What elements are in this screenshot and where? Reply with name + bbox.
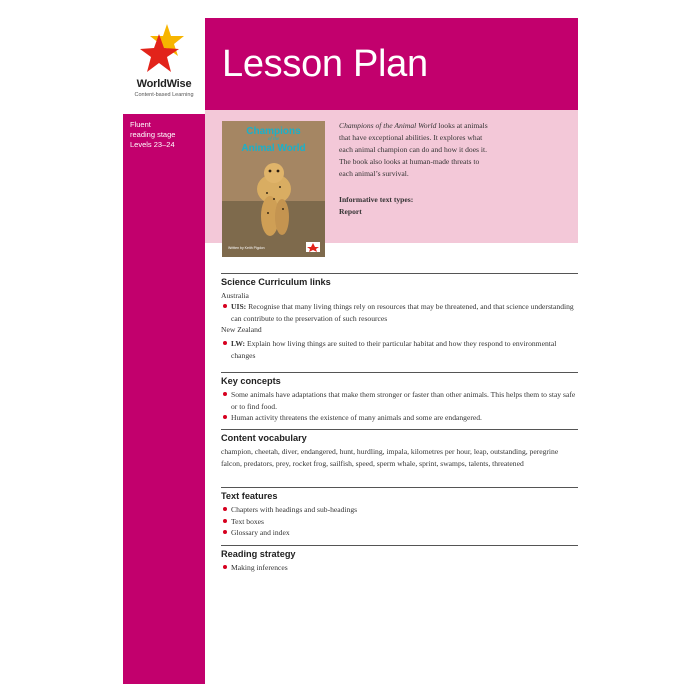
- bullet-icon: [223, 415, 227, 419]
- bullet-list: [221, 389, 578, 424]
- bullet-list: [221, 504, 578, 539]
- list-item-text: Glossary and index: [231, 528, 290, 537]
- region-label: New Zealand: [221, 325, 262, 334]
- section-heading: Key concepts: [221, 376, 281, 386]
- section-science-links: [221, 273, 578, 361]
- list-item-text: Making inferences: [231, 563, 288, 572]
- intro-book-title: Champions of the Animal World: [339, 121, 437, 130]
- cover-title-line-1: Champions: [246, 126, 301, 137]
- text-types-value: Report: [339, 207, 362, 216]
- section-content-vocabulary: [221, 429, 578, 470]
- bullet-icon: [223, 341, 227, 345]
- star-logo-icon: [137, 22, 191, 78]
- list-item: [221, 338, 578, 361]
- list-item-text: Some animals have adaptations that make them stronger or faster than other animals. This helps them to stay safe or to find food.: [231, 390, 576, 411]
- bullet-icon: [223, 530, 227, 534]
- text-types-label: Informative text types:: [339, 195, 414, 204]
- list-item-text: Human activity threatens the existence of many animals and some are endangered.: [231, 413, 482, 422]
- region-label: Australia: [221, 291, 249, 300]
- brand-tagline: Content-based Learning: [134, 92, 194, 98]
- list-item: [221, 527, 578, 539]
- intro-description: [339, 120, 489, 180]
- list-item: [221, 412, 578, 424]
- section-heading: Reading strategy: [221, 549, 296, 559]
- cover-title-of: of the: [267, 137, 280, 142]
- sidebar: [123, 114, 205, 684]
- stage-line-2: reading stage: [130, 130, 176, 139]
- curriculum-code: UIS:: [231, 302, 247, 311]
- stage-levels: Levels 23–24: [130, 140, 175, 149]
- section-key-concepts: [221, 372, 578, 424]
- stage-line-1: Fluent: [130, 120, 151, 129]
- list-item: [221, 301, 578, 324]
- section-heading: Content vocabulary: [221, 433, 307, 443]
- section-reading-strategy: [221, 545, 578, 574]
- curriculum-text: Recognise that many living things rely on resources that may be threatened, and that science understanding can contribute to the preservation of such resources: [231, 302, 574, 323]
- list-item-text: Chapters with headings and sub-headings: [231, 505, 358, 514]
- curriculum-code: LW:: [231, 339, 246, 348]
- intro-description-text: looks at animals that have exceptional abilities. It explores what each animal champion can do and how it does it. The book also looks at human-made threats to each animal’s survival.: [339, 121, 488, 178]
- list-item: [221, 389, 578, 412]
- list-item: [221, 562, 578, 574]
- bullet-list: [221, 338, 578, 361]
- intro-panel: [205, 110, 578, 250]
- worldwise-logo: [123, 18, 205, 110]
- reading-stage-info: [130, 120, 202, 150]
- bullet-icon: [223, 392, 227, 396]
- bullet-list: [221, 562, 578, 574]
- bullet-icon: [223, 565, 227, 569]
- brand-name: WorldWise: [136, 78, 192, 90]
- section-text-features: [221, 487, 578, 539]
- list-item: [221, 516, 578, 528]
- page-title: Lesson Plan: [222, 43, 428, 85]
- bullet-icon: [223, 304, 227, 308]
- header-banner: [205, 18, 578, 110]
- section-heading: Science Curriculum links: [221, 277, 331, 287]
- curriculum-text: Explain how living things are suited to their particular habitat and how they respond to environmental changes: [231, 339, 557, 360]
- bullet-icon: [223, 519, 227, 523]
- cover-author: Written by Keith Pigdon: [228, 246, 265, 250]
- list-item-text: Text boxes: [231, 516, 264, 526]
- cover-title-line-2: Animal World: [241, 143, 306, 154]
- bullet-list: [221, 301, 578, 324]
- bullet-icon: [223, 507, 227, 511]
- list-item: [221, 504, 578, 516]
- book-cover: [222, 121, 325, 257]
- vocabulary-text: champion, cheetah, diver, endangered, hunt, hurdling, impala, kilometres per hour, leap, outstanding, peregrine falcon, predators, prey, rocket frog, sailfish, speed, sperm whale, sprint, swamps, talents, threatened: [221, 447, 559, 468]
- section-heading: Text features: [221, 491, 278, 501]
